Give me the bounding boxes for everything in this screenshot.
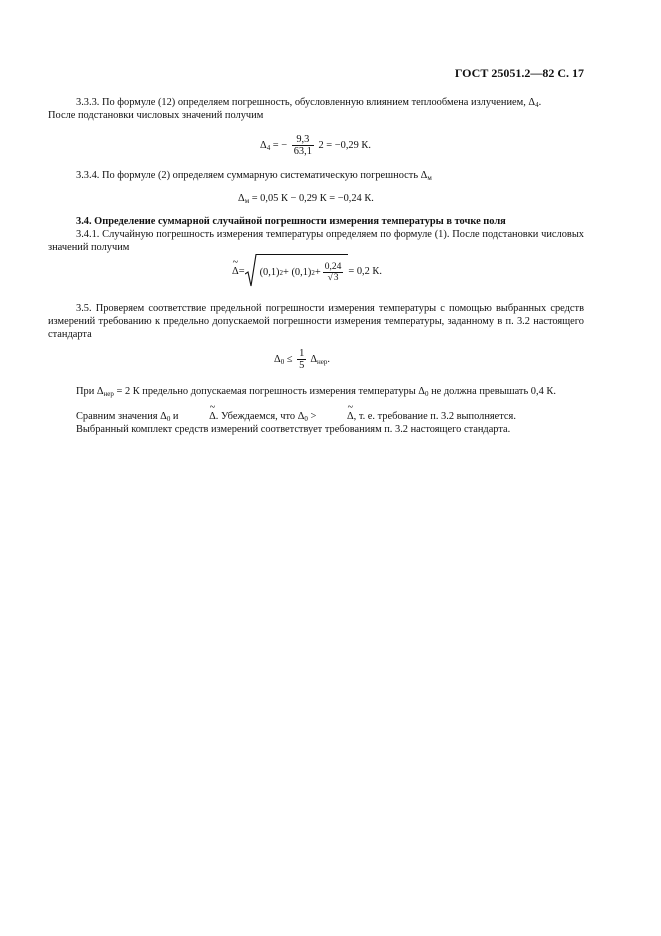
subscript-0: 0	[424, 390, 429, 398]
formula-rhs-subscript: нер	[317, 357, 328, 366]
formula-2-result	[48, 192, 584, 205]
delta-subscript: 4	[535, 101, 539, 109]
formula-1-result	[48, 253, 584, 289]
formula-result: = 0,05 К − 0,29 К = −0,24 К.	[249, 193, 374, 204]
radical-sign-icon	[245, 254, 257, 288]
subscript-0: 0	[304, 415, 308, 423]
formula-result: 2 = −0,29 К.	[318, 139, 371, 151]
sqrt-3-value: 3	[333, 273, 339, 283]
page-header: ГОСТ 25051.2—82 С. 17	[454, 66, 584, 80]
fraction-numerator: 1	[299, 348, 305, 359]
period: .	[538, 97, 542, 108]
formula-12-result	[48, 134, 584, 157]
delta-tilde: ~ Δ	[181, 410, 216, 423]
formula-lhs-tilde: ~ Δ	[232, 265, 239, 278]
limit-text-3: не должна превышать 0,4 К.	[428, 386, 556, 397]
delta-subscript: м	[427, 174, 432, 182]
formula-equals: =	[238, 265, 245, 277]
radicand-term-2: + (0,1)	[282, 267, 312, 278]
paragraph-3-3-4-text: 3.3.4. По формуле (2) определяем суммарную систематическую погрешность Δ	[76, 170, 428, 181]
radicand: (0,1) 2 + (0,1) 2 + $\frac{0,24}{√3}$	[257, 254, 349, 288]
paragraph-3-3-3-text: 3.3.3. По формуле (12) определяем погрешность, обусловленную влиянием теплообмена излучением, Δ	[76, 97, 536, 108]
paragraph-compare	[48, 410, 584, 423]
inequality-formula	[48, 348, 584, 371]
compare-text-2: и	[170, 411, 182, 422]
formula-lhs-subscript: 4	[266, 143, 271, 152]
formula-lhs: Δ	[238, 193, 245, 204]
compare-text-4: , т. е. требование п. 3.2 выполняется.	[353, 411, 516, 422]
radicand-term-1: (0,1)	[259, 267, 280, 278]
greater-sign: >	[307, 411, 319, 422]
formula-equals: = −	[270, 139, 288, 151]
formula-lhs: Δ	[274, 353, 281, 365]
fraction-numerator: 9,3	[292, 134, 314, 146]
square-root	[245, 254, 349, 288]
radicand-fraction	[323, 262, 344, 283]
fraction-denominator: √3	[327, 273, 339, 283]
formula-fraction	[297, 348, 306, 371]
plus-sign: +	[314, 267, 321, 278]
paragraph-3-3-4	[48, 169, 584, 182]
period: .	[327, 353, 330, 365]
fraction-denominator: 63,1	[293, 146, 312, 157]
section-3-4-title: 3.4. Определение суммарной случайной погрешности измерения температуры в точке поля	[76, 216, 506, 227]
subscript-0: 0	[166, 415, 171, 423]
formula-lhs-subscript: 0	[280, 357, 285, 366]
delta-tilde: ~ Δ	[319, 410, 354, 423]
paragraph-conclusion: Выбранный комплект средств измерений соответствует требованиям п. 3.2 настоящего стандарта.	[76, 424, 511, 435]
limit-text-2: = 2 К предельно допускаемая погрешность измерения температуры Δ	[113, 386, 425, 397]
paragraph-3-4-1: 3.4.1. Случайную погрешность измерения температуры определяем по формуле (1). После подстановки числовых значений получим	[48, 229, 584, 253]
fraction-denominator: 5	[299, 360, 305, 371]
formula-result: = 0,2 К.	[348, 265, 382, 277]
paragraph-3-5: 3.5. Проверяем соответствие предельной погрешности измерения температуры с помощью выбранных средств измерений требованию к предельно допускаемой погрешности измерения температуры, заданному в п. 3.2 настоящего стандарта	[48, 303, 584, 340]
formula-fraction	[292, 134, 314, 157]
compare-text-3: . Убеждаемся, что Δ	[215, 411, 305, 422]
formula-lhs: Δ	[260, 139, 267, 151]
compare-text-1: Сравним значения Δ	[76, 411, 167, 422]
paragraph-limit	[48, 385, 584, 398]
limit-text-1: При Δ	[76, 386, 104, 397]
formula-rhs: Δ	[310, 353, 318, 365]
formula-lhs-subscript: м	[244, 197, 250, 205]
paragraph-3-3-3-line2: После подстановки числовых значений получим	[48, 110, 264, 121]
less-or-equal-sign: ≤	[284, 353, 296, 365]
fraction-numerator: 0,24	[324, 262, 342, 272]
subscript-ner: нер	[103, 390, 114, 398]
paragraph-3-3-3	[48, 96, 584, 109]
